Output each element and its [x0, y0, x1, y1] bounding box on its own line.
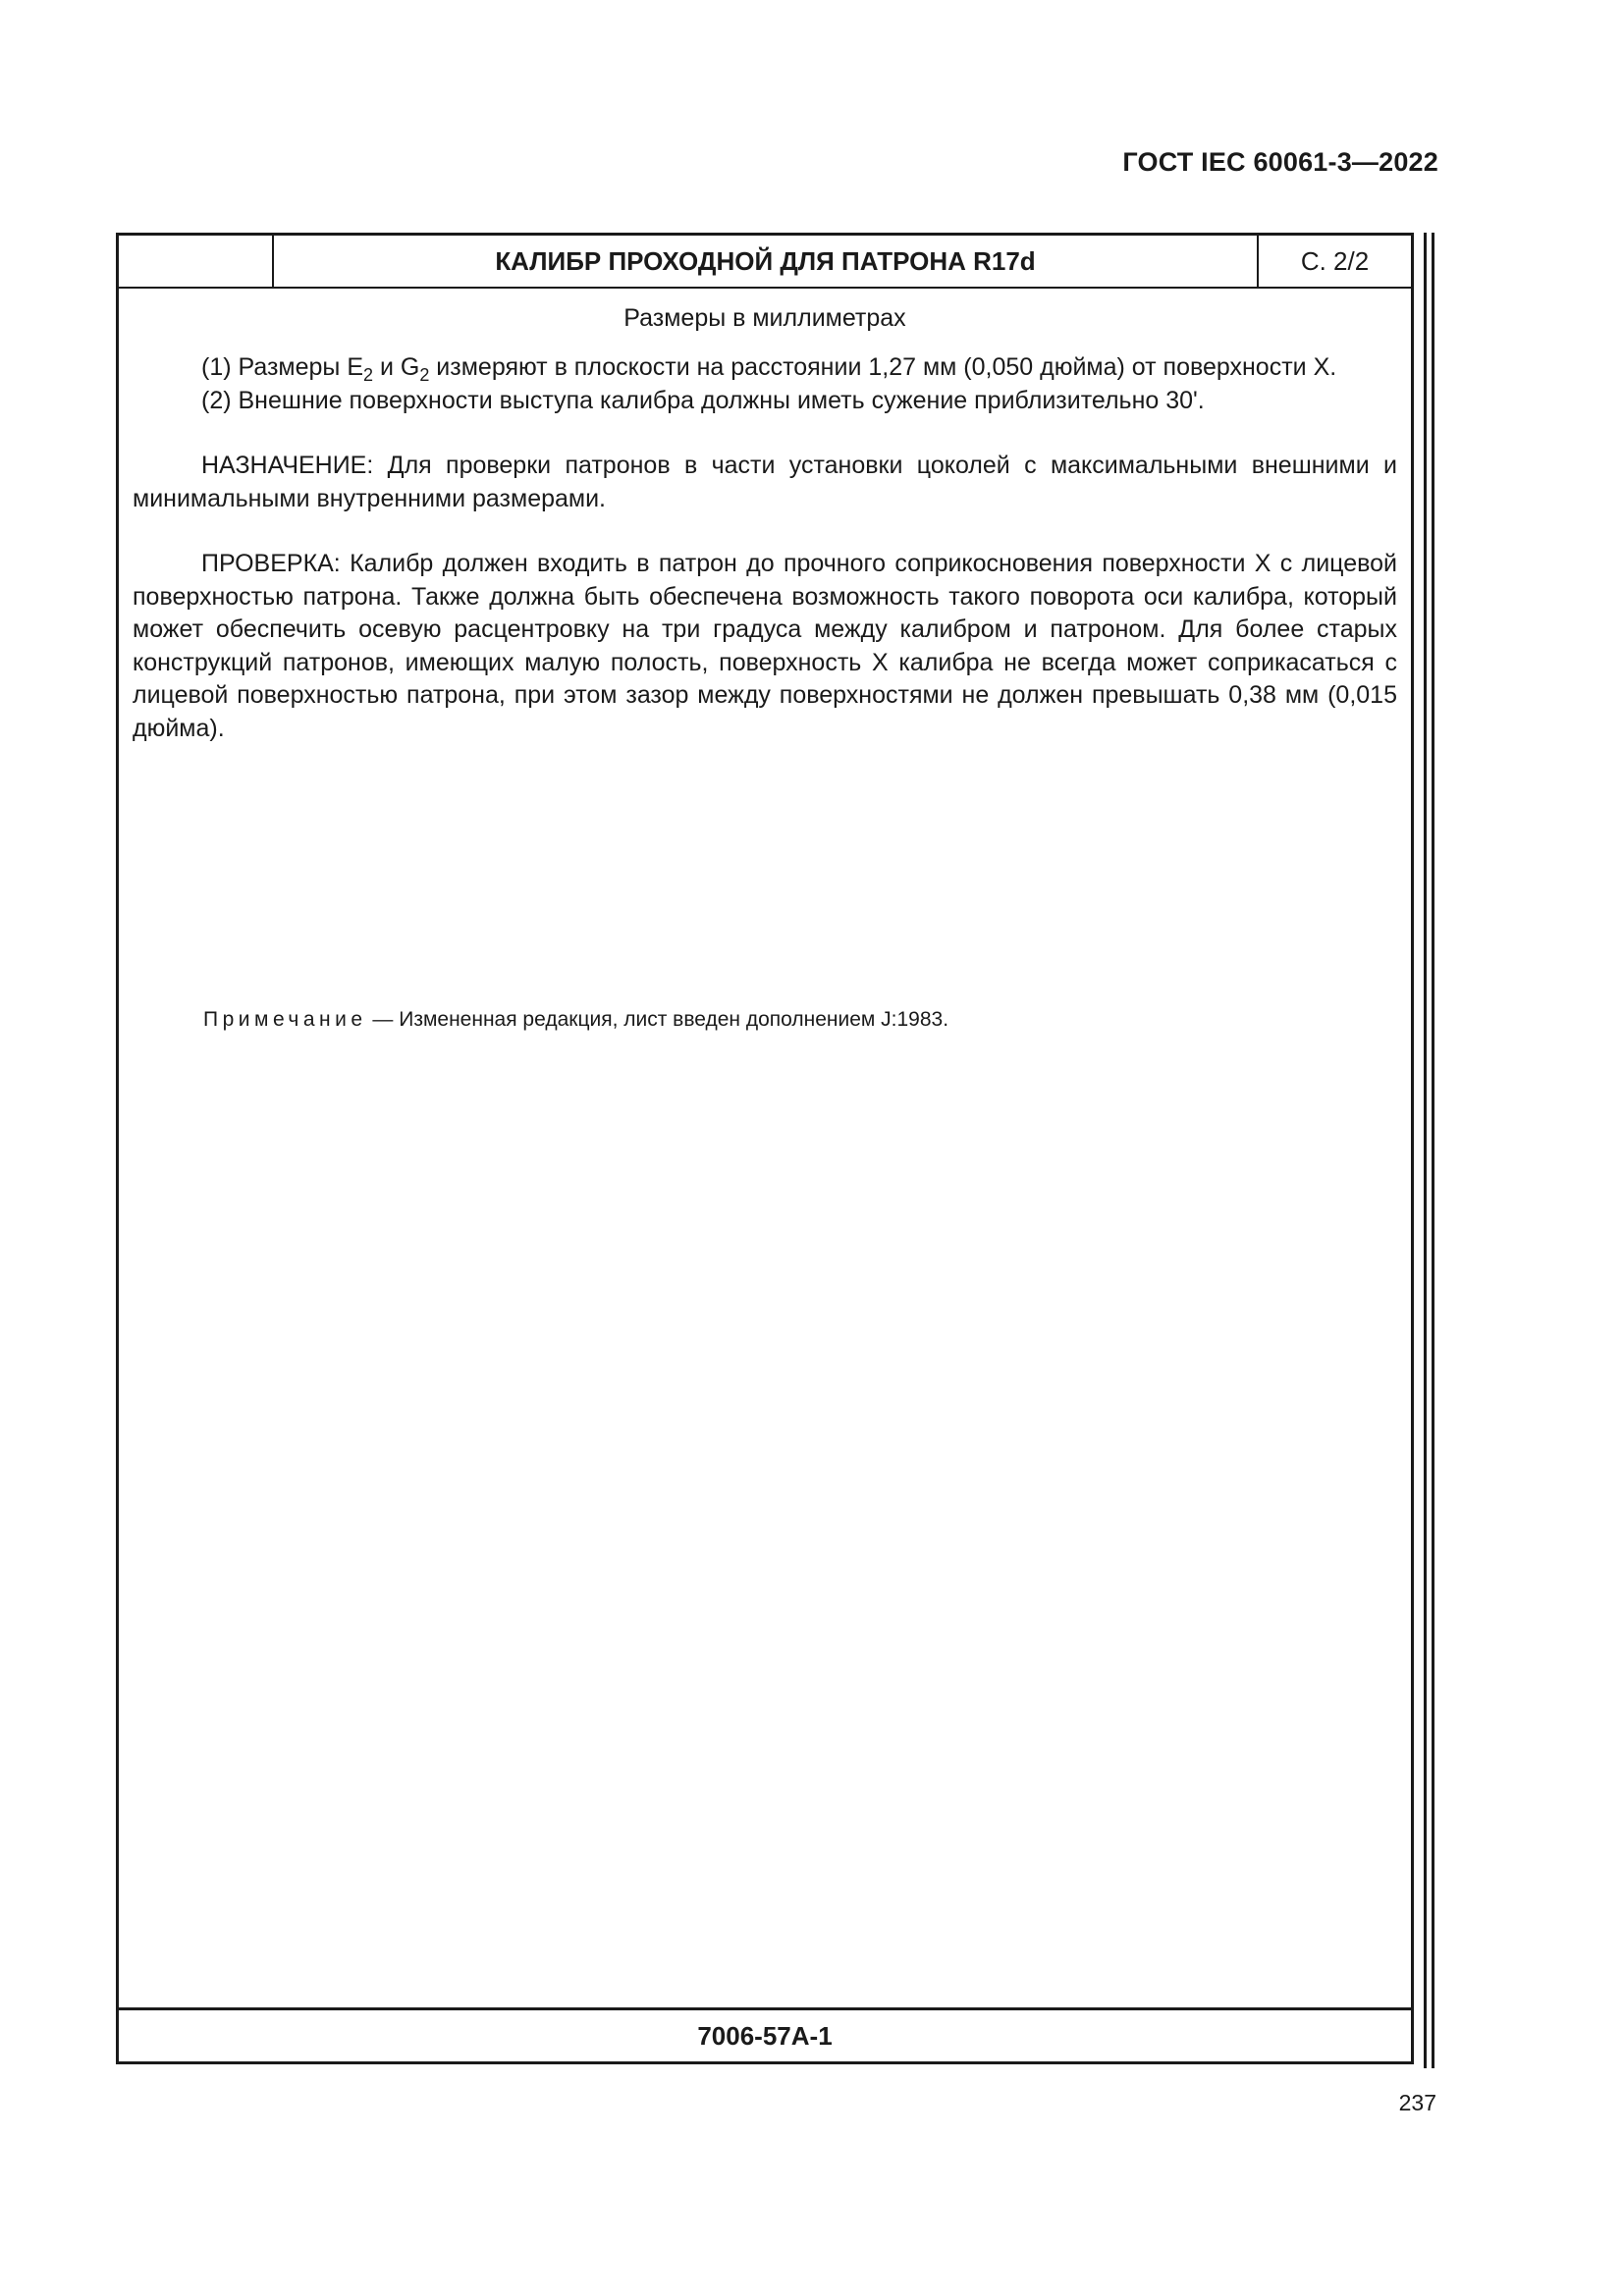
p1-text-mid: и G — [373, 353, 420, 381]
paragraph-check: ПРОВЕРКА: Калибр должен входить в патрон до прочного соприкосновения поверхности X с лицевой поверхностью патрона. Также должна быть обеспечена возможность такого поворота оси калибра, который может обеспечить осевую расцентровку на три градуса между калибром и патроном. Для более старых конструкций патронов, имеющих малую полость, поверхность X калибра не всегда может соприкасаться с лицевой поверхностью патрона, при этом зазор между поверхностями не должен превышать 0,38 мм (0,015 дюйма). — [133, 550, 1397, 742]
p1-text-post: измеряют в плоскости на расстоянии 1,27 мм (0,050 дюйма) от поверхности X. — [429, 353, 1337, 381]
margin-line-right — [1432, 233, 1434, 2068]
footnote — [203, 1008, 1391, 1032]
document-code: ГОСТ IEC 60061-3—2022 — [1122, 147, 1438, 177]
page-number: 237 — [1398, 2090, 1436, 2115]
note-lead: Примечание — [203, 1008, 367, 1031]
sheet-footer-code: 7006-57A-1 — [119, 2007, 1411, 2061]
p1-text-pre: (1) Размеры E — [201, 353, 364, 381]
margin-line-left — [1424, 233, 1427, 2068]
sheet-header-row — [119, 236, 1411, 289]
sheet-body — [133, 351, 1397, 745]
sheet-frame — [116, 233, 1414, 2064]
note-text: — Измененная редакция, лист введен дополнением J:1983. — [366, 1008, 949, 1031]
p1-subscript-e: 2 — [363, 365, 374, 385]
paragraph-note-1 — [133, 351, 1397, 385]
sheet-title: КАЛИБР ПРОХОДНОЙ ДЛЯ ПАТРОНА R17d — [274, 236, 1259, 287]
header-blank-cell — [119, 236, 274, 287]
p1-subscript-g: 2 — [419, 365, 430, 385]
units-caption: Размеры в миллиметрах — [623, 304, 906, 332]
paragraph-purpose: НАЗНАЧЕНИЕ: Для проверки патронов в части установки цоколей с максимальными внешними и минимальными внутренними размерами. — [133, 452, 1397, 512]
sheet-number: С. 2/2 — [1300, 245, 1370, 276]
paragraph-note-2: (2) Внешние поверхности выступа калибра должны иметь сужение приблизительно 30'. — [201, 386, 1205, 414]
